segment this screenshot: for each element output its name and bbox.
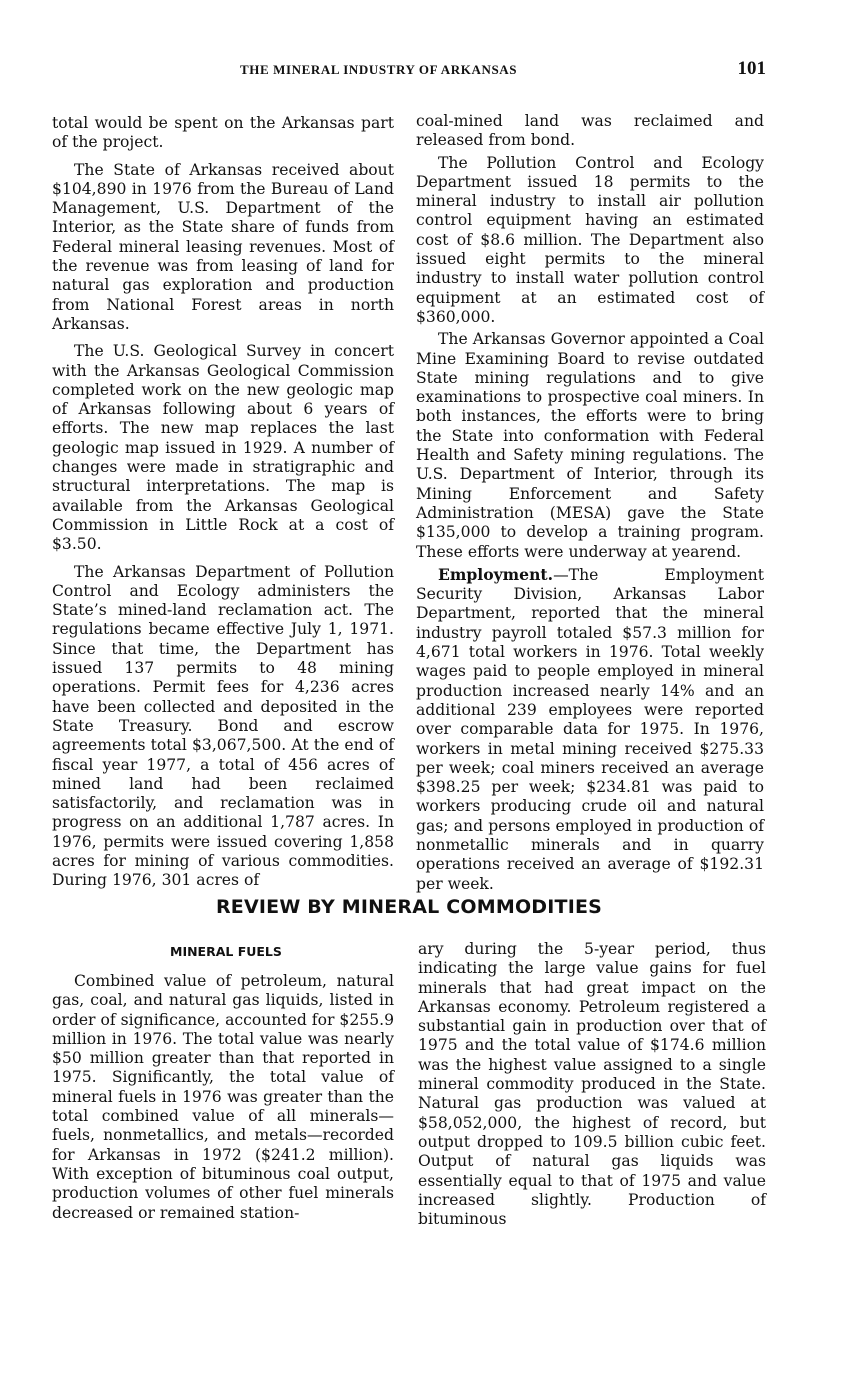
paragraph: total would be spent on the Arkansas part of the project. [52,114,394,152]
section-title: REVIEW BY MINERAL COMMODITIES [215,896,603,918]
paragraph: The Pollution Control and Ecology Department issued 18 permits to the mineral industry to install air pollution control equipment having an estimated cost of $8.6 million. The Department also issued eight permits to the mineral industry to install water pollution control equipment at an estimated cost of $360,000. [416,153,764,326]
paragraph: The Arkansas Governor appointed a Coal Mine Examining Board to revise outdated State mining regulations and to give examinations to prospective coal miners. In both instances, the efforts were to bring the State into conformation with Federal Health and Safety mining regulations. The U.S. Department of Interior, through its Mining Enforcement and Safety Administration (MESA) gave the State $135,000 to develop a training program. These efforts were underway at yearend. [416,330,764,561]
right-column-top [416,112,764,897]
page-number: 101 [737,58,766,79]
subsection-title: MINERAL FUELS [170,944,282,959]
paragraph: The U.S. Geological Survey in concert with the Arkansas Geological Commission completed work on the new geologic map of Arkansas following about 6 years of efforts. The new map replaces the last geologic map issued in 1929. A number of changes were made in stratigraphic and structural interpretations. The map is available from the Arkansas Geological Commission in Little Rock at a cost of $3.50. [52,342,394,554]
left-column-top [52,114,394,899]
page-header [52,58,766,84]
paragraph: Combined value of petroleum, natural gas, coal, and natural gas liquids, listed in order of significance, accounted for $255.9 million in 1976. The total value was nearly $50 million greater than that reported in 1975. Significantly, the total value of mineral fuels in 1976 was greater than the total combined value of all minerals—fuels, nonmetallics, and metals—recorded for Arkansas in 1972 ($241.2 million). With exception of bituminous coal output, production volumes of other fuel minerals decreased or remained station- [52,972,394,1222]
paragraph: The State of Arkansas received about $104,890 in 1976 from the Bureau of Land Management, U.S. Department of the Interior, as the State share of funds from Federal mineral leasing revenues. Most of the revenue was from leasing of land for natural gas exploration and production from National Forest areas in north Arkansas. [52,160,394,333]
paragraph: coal-mined land was reclaimed and released from bond. [416,112,764,150]
left-column-bottom [52,972,394,1231]
paragraph: The Arkansas Department of Pollution Control and Ecology administers the State’s mined-land reclamation act. The regulations became effective July 1, 1971. Since that time, the Department has issued 137 permits to 48 mining operations. Permit fees for 4,236 acres have been collected and deposited in the State Treasury. Bond and escrow agreements total $3,067,500. At the end of fiscal year 1977, a total of 456 acres of mined land had been reclaimed satisfactorily, and reclamation was in progress on an additional 1,787 acres. In 1976, permits were issued covering 1,858 acres for mining of various commodities. During 1976, 301 acres of [52,562,394,890]
right-column-bottom [418,940,766,1237]
paragraph: ary during the 5-year period, thus indicating the large value gains for fuel minerals that had great impact on the Arkansas economy. Petroleum registered a substantial gain in production over that of 1975 and the total value of $174.6 million was the highest value assigned to a single mineral commodity produced in the State. Natural gas production was valued at $58,052,000, the highest of record, but output dropped to 109.5 billion cubic feet. Output of natural gas liquids was essentially equal to that of 1975 and value increased slightly. Production of bituminous [418,940,766,1229]
running-title: THE MINERAL INDUSTRY OF ARKANSAS [240,62,518,77]
employment-paragraph [416,565,764,894]
employment-text: —The Employment Security Division, Arkansas Labor Department, reported that the mineral industry payroll totaled $57.3 million for 4,671 total workers in 1976. Total weekly wages paid to people employed in mineral production increased nearly 14% and an additional 239 employees were reported over comparable data for 1975. In 1976, workers in metal mining received $275.33 per week; coal miners received an average $398.25 per week; $234.81 was paid to workers producing crude oil and natural gas; and persons employed in production of nonmetallic minerals and in quarry operations received an average of $192.31 per week. [416,565,764,893]
employment-run-in-heading: Employment. [438,564,554,584]
